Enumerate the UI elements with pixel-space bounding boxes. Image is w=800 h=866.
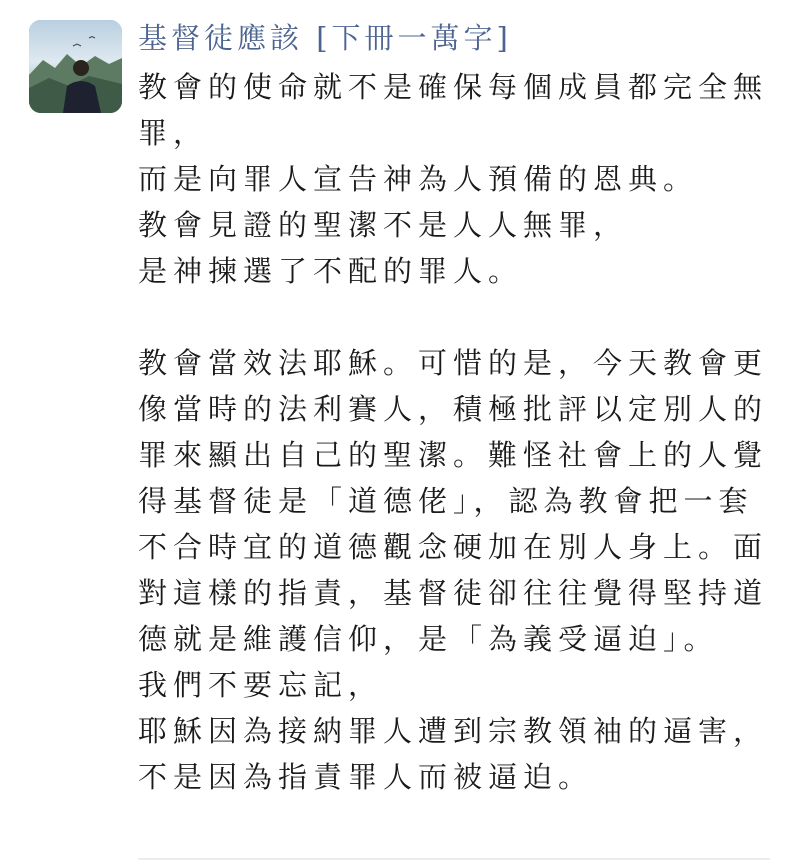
text-line: 教會見證的聖潔不是人人無罪， (138, 208, 629, 242)
person-avatar-icon (29, 20, 122, 113)
text-line: 德就是維護信仰，是「為義受逼迫」。 (138, 622, 719, 656)
text-line: 對這樣的指責，基督徒卻往往覺得堅持道 (138, 576, 769, 610)
text-line: 不合時宜的道德觀念硬加在別人身上。面 (138, 530, 769, 564)
text-line: 耶穌因為接納罪人遭到宗教領袖的逼害， (138, 714, 769, 748)
text-line: 我們不要忘記， (138, 668, 384, 702)
text-line: 不是因為指責罪人而被逼迫。 (138, 760, 594, 794)
divider (138, 858, 770, 860)
text-line: 罪來顯出自己的聖潔。難怪社會上的人覺 (138, 438, 769, 472)
text-line: 像當時的法利賽人，積極批評以定別人的 (138, 392, 769, 426)
text-line: 而是向罪人宣告神為人預備的恩典。 (138, 162, 699, 196)
text-line: 教會的使命就不是確保每個成員都完全無 (138, 70, 769, 104)
author-name[interactable]: 基督徒應該 [下冊一萬字] (138, 21, 512, 55)
avatar[interactable] (29, 20, 122, 113)
text-line: 得基督徒是「道德佬」，認為教會把一套 (138, 484, 754, 518)
post-body (138, 64, 769, 800)
paragraph-gap (138, 294, 758, 340)
text-line: 是神揀選了不配的罪人。 (138, 254, 524, 288)
text-line: 罪， (138, 116, 209, 150)
text-line: 教會當效法耶穌。可惜的是，今天教會更 (138, 346, 769, 380)
